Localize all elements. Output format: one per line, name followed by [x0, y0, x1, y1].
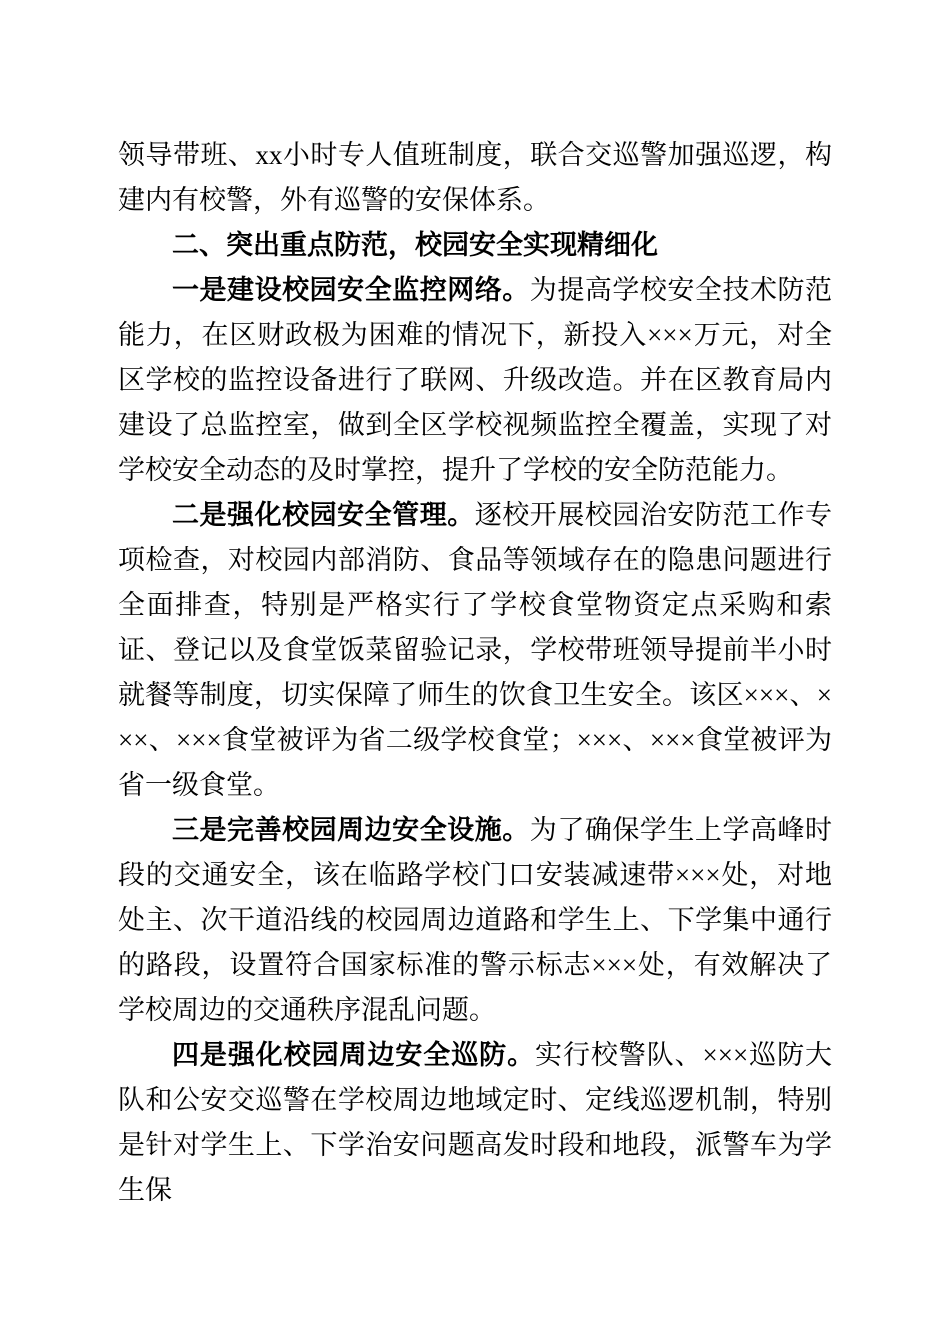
paragraph-1-text: 为提高学校安全技术防范能力，在区财政极为困难的情况下，新投入×××万元，对全区学校的监控设备进行了联网、升级改造。并在区教育局内建设了总监控室，做到全区学校视频监控全覆盖，实现了对学校安全动态的及时掌控，提升了学校的安全防范能力。	[118, 275, 833, 485]
paragraph-3	[118, 808, 832, 1033]
paragraph-3-lead: 三是完善校园周边安全设施。	[172, 815, 530, 845]
document-body	[118, 133, 832, 1213]
paragraph-2-text: 逐校开展校园治安防范工作专项检查，对校园内部消防、食品等领域存在的隐患问题进行全面排查，特别是严格实行了学校食堂物资定点采购和索证、登记以及食堂饭菜留验记录，学校带班领导提前半小时就餐等制度，切实保障了师生的饮食卫生安全。该区×××、×××、×××食堂被评为省二级学校食堂；×××、×××食堂被评为省一级食堂。	[118, 500, 833, 800]
section-heading: 二、突出重点防范，校园安全实现精细化	[172, 230, 658, 260]
paragraph-1-lead: 一是建设校园安全监控网络。	[172, 275, 530, 305]
paragraph-3-text: 为了确保学生上学高峰时段的交通安全，该在临路学校门口安装减速带×××处，对地处主、次干道沿线的校园周边道路和学生上、下学集中通行的路段，设置符合国家标准的警示标志×××处，有效解决了学校周边的交通秩序混乱问题。	[118, 815, 833, 1025]
paragraph-1	[118, 268, 832, 493]
paragraph-continued: 领导带班、xx小时专人值班制度，联合交巡警加强巡逻，构建内有校警，外有巡警的安保体系。	[118, 140, 832, 215]
paragraph-4-text: 实行校警队、×××巡防大队和公安交巡警在学校周边地域定时、定线巡逻机制，特别是针对学生上、下学治安问题高发时段和地段，派警车为学生保	[118, 1040, 833, 1205]
paragraph-2-lead: 二是强化校园安全管理。	[172, 500, 475, 530]
paragraph-4	[118, 1033, 832, 1213]
paragraph-4-lead: 四是强化校园周边安全巡防。	[172, 1040, 536, 1070]
paragraph-2	[118, 493, 832, 808]
